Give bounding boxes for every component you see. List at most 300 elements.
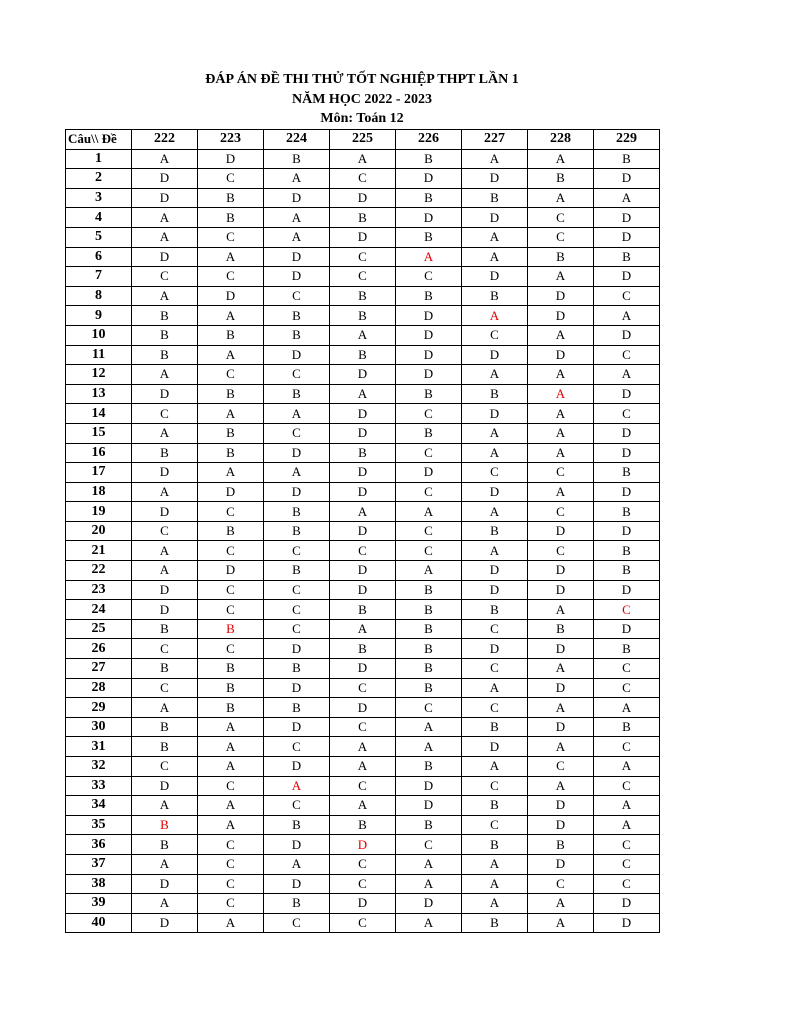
question-number: 4: [66, 208, 132, 228]
answer-cell: C: [330, 913, 396, 933]
answer-cell: A: [396, 854, 462, 874]
answer-cell: A: [528, 188, 594, 208]
answer-cell: B: [264, 521, 330, 541]
question-number: 26: [66, 639, 132, 659]
answer-cell: A: [198, 345, 264, 365]
answer-cell: C: [198, 541, 264, 561]
answer-cell: A: [330, 796, 396, 816]
question-number: 2: [66, 169, 132, 189]
question-number: 16: [66, 443, 132, 463]
header-block: [0, 70, 724, 128]
answer-cell: D: [132, 502, 198, 522]
question-number: 18: [66, 482, 132, 502]
answer-cell: C: [198, 835, 264, 855]
answer-cell: C: [396, 482, 462, 502]
question-number: 23: [66, 580, 132, 600]
table-row: [66, 384, 660, 404]
answer-cell: C: [462, 815, 528, 835]
answer-cell: C: [396, 698, 462, 718]
exam-code-header: 226: [396, 130, 462, 150]
answer-cell: C: [594, 776, 660, 796]
answer-cell: C: [396, 443, 462, 463]
header-row: [66, 130, 660, 150]
answer-cell: C: [132, 678, 198, 698]
answer-cell: A: [198, 404, 264, 424]
table-row: [66, 325, 660, 345]
answer-cell: B: [396, 423, 462, 443]
answer-cell: C: [528, 757, 594, 777]
answer-cell: A: [462, 894, 528, 914]
corner-header: Câu\\ Đề: [66, 130, 132, 150]
answer-cell: A: [594, 365, 660, 385]
question-number: 28: [66, 678, 132, 698]
answer-cell: C: [396, 541, 462, 561]
answer-cell: B: [396, 678, 462, 698]
answer-cell: D: [264, 874, 330, 894]
answer-cell: D: [528, 854, 594, 874]
answer-cell: A: [528, 894, 594, 914]
answer-cell: C: [264, 365, 330, 385]
answer-cell: B: [132, 619, 198, 639]
answer-cell: B: [462, 717, 528, 737]
answer-cell: B: [264, 698, 330, 718]
answer-cell: B: [396, 619, 462, 639]
answer-cell: B: [396, 757, 462, 777]
answer-cell: B: [198, 423, 264, 443]
answer-cell: A: [528, 776, 594, 796]
table-row: [66, 659, 660, 679]
answer-cell: A: [198, 306, 264, 326]
answer-cell: D: [462, 267, 528, 287]
answer-cell: D: [132, 169, 198, 189]
answer-cell: B: [264, 325, 330, 345]
table-row: [66, 561, 660, 581]
answer-cell: A: [528, 267, 594, 287]
answer-cell: B: [132, 835, 198, 855]
answer-cell: C: [396, 521, 462, 541]
answer-cell: D: [594, 267, 660, 287]
table-row: [66, 815, 660, 835]
table-row: [66, 737, 660, 757]
table-row: [66, 913, 660, 933]
answer-cell: B: [330, 815, 396, 835]
answer-cell: A: [264, 463, 330, 483]
answer-cell: C: [462, 659, 528, 679]
answer-cell: D: [462, 580, 528, 600]
question-number: 39: [66, 894, 132, 914]
answer-cell: B: [198, 678, 264, 698]
answer-cell: D: [594, 208, 660, 228]
answer-cell: C: [198, 580, 264, 600]
answer-cell: B: [396, 815, 462, 835]
answer-cell: A: [462, 541, 528, 561]
answer-body: [66, 149, 660, 933]
answer-cell: D: [528, 796, 594, 816]
question-number: 35: [66, 815, 132, 835]
answer-cell: C: [198, 227, 264, 247]
answer-cell: C: [594, 835, 660, 855]
answer-cell: D: [264, 835, 330, 855]
table-row: [66, 874, 660, 894]
answer-cell: B: [594, 561, 660, 581]
answer-cell: A: [132, 698, 198, 718]
answer-cell: B: [462, 286, 528, 306]
answer-cell: C: [264, 541, 330, 561]
answer-cell: A: [132, 208, 198, 228]
table-row: [66, 796, 660, 816]
answer-cell: A: [462, 854, 528, 874]
answer-cell: B: [396, 227, 462, 247]
table-row: [66, 404, 660, 424]
exam-code-header: 222: [132, 130, 198, 150]
answer-cell: D: [594, 423, 660, 443]
answer-cell: A: [396, 737, 462, 757]
answer-cell: D: [396, 306, 462, 326]
answer-cell: D: [330, 698, 396, 718]
answer-cell: B: [330, 639, 396, 659]
answer-cell: B: [264, 894, 330, 914]
answer-cell: B: [264, 561, 330, 581]
table-row: [66, 894, 660, 914]
answer-cell: A: [132, 149, 198, 169]
answer-cell: A: [528, 149, 594, 169]
answer-cell: C: [528, 874, 594, 894]
table-row: [66, 580, 660, 600]
question-number: 3: [66, 188, 132, 208]
answer-cell: A: [396, 874, 462, 894]
answer-cell: B: [264, 149, 330, 169]
answer-cell: D: [132, 188, 198, 208]
question-number: 24: [66, 600, 132, 620]
answer-cell: C: [528, 463, 594, 483]
answer-cell: A: [528, 365, 594, 385]
answer-cell: A: [330, 502, 396, 522]
answer-cell: B: [462, 796, 528, 816]
answer-cell: B: [594, 149, 660, 169]
answer-cell: C: [330, 267, 396, 287]
answer-cell: C: [330, 874, 396, 894]
question-number: 31: [66, 737, 132, 757]
table-row: [66, 502, 660, 522]
answer-cell: B: [264, 384, 330, 404]
answer-cell: B: [594, 502, 660, 522]
question-number: 38: [66, 874, 132, 894]
answer-cell: D: [132, 600, 198, 620]
answer-cell: C: [264, 619, 330, 639]
answer-cell: D: [462, 208, 528, 228]
answer-cell: A: [528, 600, 594, 620]
answer-cell: A: [132, 227, 198, 247]
answer-cell: D: [330, 423, 396, 443]
answer-cell: C: [264, 737, 330, 757]
answer-cell: C: [264, 286, 330, 306]
table-row: [66, 247, 660, 267]
answer-cell: B: [594, 717, 660, 737]
answer-cell: A: [528, 423, 594, 443]
answer-cell: C: [462, 463, 528, 483]
answer-cell-highlighted: C: [594, 600, 660, 620]
answer-cell: A: [462, 149, 528, 169]
answer-cell: C: [330, 541, 396, 561]
answer-cell: C: [528, 541, 594, 561]
answer-cell: C: [330, 678, 396, 698]
question-number: 22: [66, 561, 132, 581]
answer-cell: B: [396, 639, 462, 659]
answer-cell: B: [132, 325, 198, 345]
exam-code-header: 224: [264, 130, 330, 150]
answer-cell: A: [330, 619, 396, 639]
answer-cell: D: [264, 188, 330, 208]
exam-code-header: 223: [198, 130, 264, 150]
table-row: [66, 619, 660, 639]
table-row: [66, 757, 660, 777]
answer-cell: A: [132, 894, 198, 914]
answer-cell: A: [462, 227, 528, 247]
exam-code-header: 229: [594, 130, 660, 150]
question-number: 11: [66, 345, 132, 365]
table-row: [66, 835, 660, 855]
question-number: 37: [66, 854, 132, 874]
answer-cell: B: [132, 345, 198, 365]
answer-cell-highlighted: B: [132, 815, 198, 835]
answer-cell: B: [528, 247, 594, 267]
answer-cell: D: [330, 227, 396, 247]
answer-cell: B: [132, 717, 198, 737]
answer-cell: D: [396, 894, 462, 914]
answer-cell: B: [462, 835, 528, 855]
answer-cell: C: [198, 874, 264, 894]
answer-cell: D: [330, 894, 396, 914]
answer-cell: C: [462, 619, 528, 639]
answer-cell: B: [132, 443, 198, 463]
answer-cell: D: [198, 149, 264, 169]
answer-cell: A: [594, 306, 660, 326]
question-number: 40: [66, 913, 132, 933]
answer-cell: C: [594, 659, 660, 679]
question-number: 19: [66, 502, 132, 522]
answer-cell: B: [330, 286, 396, 306]
answer-cell: C: [330, 776, 396, 796]
answer-cell: C: [462, 698, 528, 718]
answer-cell: B: [330, 443, 396, 463]
answer-cell: D: [594, 913, 660, 933]
answer-cell: A: [528, 737, 594, 757]
answer-cell: D: [132, 776, 198, 796]
table-row: [66, 541, 660, 561]
table-row: [66, 149, 660, 169]
answer-cell: A: [198, 737, 264, 757]
table-row: [66, 169, 660, 189]
answer-cell: D: [396, 208, 462, 228]
answer-cell: A: [462, 423, 528, 443]
answer-cell: D: [528, 561, 594, 581]
answer-cell: C: [594, 286, 660, 306]
answer-cell: D: [396, 776, 462, 796]
table-row: [66, 345, 660, 365]
answer-cell: A: [264, 227, 330, 247]
answer-cell-highlighted: B: [198, 619, 264, 639]
answer-cell: B: [198, 325, 264, 345]
answer-cell: C: [528, 208, 594, 228]
answer-cell: D: [528, 521, 594, 541]
answer-cell: A: [132, 796, 198, 816]
answer-cell: B: [396, 600, 462, 620]
answer-cell: D: [462, 737, 528, 757]
answer-cell: C: [330, 854, 396, 874]
question-number: 32: [66, 757, 132, 777]
answer-cell: A: [330, 757, 396, 777]
table-row: [66, 306, 660, 326]
answer-cell: A: [462, 365, 528, 385]
answer-cell: B: [132, 306, 198, 326]
answer-cell: D: [594, 482, 660, 502]
answer-cell: D: [264, 678, 330, 698]
answer-cell: A: [528, 404, 594, 424]
answer-cell: D: [132, 384, 198, 404]
answer-cell: A: [198, 815, 264, 835]
exam-code-header: 228: [528, 130, 594, 150]
answer-cell: A: [264, 169, 330, 189]
exam-code-header: 225: [330, 130, 396, 150]
answer-cell: C: [198, 894, 264, 914]
answer-cell: C: [594, 737, 660, 757]
answer-cell: A: [132, 482, 198, 502]
answer-cell: A: [462, 757, 528, 777]
answer-cell: C: [198, 639, 264, 659]
answer-cell: A: [462, 502, 528, 522]
answer-cell: A: [330, 149, 396, 169]
answer-cell: C: [198, 600, 264, 620]
answer-cell: B: [396, 188, 462, 208]
question-number: 13: [66, 384, 132, 404]
table-row: [66, 365, 660, 385]
question-number: 36: [66, 835, 132, 855]
answer-cell: B: [264, 502, 330, 522]
answer-cell: A: [132, 854, 198, 874]
answer-cell: D: [198, 561, 264, 581]
answer-cell: D: [396, 796, 462, 816]
answer-cell: C: [462, 325, 528, 345]
question-number: 7: [66, 267, 132, 287]
answer-cell: C: [264, 600, 330, 620]
answer-cell: B: [462, 521, 528, 541]
table-row: [66, 717, 660, 737]
answer-cell: D: [528, 580, 594, 600]
answer-cell: C: [528, 502, 594, 522]
answer-cell: D: [330, 521, 396, 541]
answer-cell: D: [330, 561, 396, 581]
answer-cell: A: [462, 678, 528, 698]
answer-cell: D: [462, 561, 528, 581]
answer-cell: A: [462, 443, 528, 463]
table-row: [66, 188, 660, 208]
answer-cell: B: [330, 600, 396, 620]
answer-cell: D: [264, 482, 330, 502]
answer-cell: B: [198, 188, 264, 208]
answer-cell: B: [528, 169, 594, 189]
answer-cell: A: [264, 854, 330, 874]
answer-cell: B: [330, 306, 396, 326]
question-number: 34: [66, 796, 132, 816]
answer-cell: D: [594, 894, 660, 914]
answer-cell-highlighted: A: [396, 247, 462, 267]
question-number: 20: [66, 521, 132, 541]
title-line-2: NĂM HỌC 2022 - 2023: [292, 92, 432, 107]
answer-cell: C: [330, 169, 396, 189]
answer-cell: D: [330, 365, 396, 385]
answer-cell: C: [594, 854, 660, 874]
answer-cell: B: [198, 698, 264, 718]
answer-cell: A: [396, 913, 462, 933]
answer-cell: D: [264, 639, 330, 659]
answer-cell: B: [462, 913, 528, 933]
answer-cell: A: [528, 482, 594, 502]
answer-cell: A: [330, 384, 396, 404]
answer-cell: A: [132, 365, 198, 385]
answer-cell: D: [330, 188, 396, 208]
answer-cell: A: [132, 286, 198, 306]
answer-cell: D: [462, 169, 528, 189]
answer-cell: A: [198, 247, 264, 267]
answer-cell: D: [594, 325, 660, 345]
answer-cell: D: [330, 482, 396, 502]
answer-cell: A: [528, 913, 594, 933]
question-number: 9: [66, 306, 132, 326]
answer-cell: D: [330, 463, 396, 483]
answer-cell: D: [264, 717, 330, 737]
answer-cell: A: [396, 561, 462, 581]
answer-cell-highlighted: A: [462, 306, 528, 326]
answer-cell: D: [396, 463, 462, 483]
answer-cell: D: [264, 757, 330, 777]
answer-cell: D: [330, 404, 396, 424]
answer-cell: C: [198, 267, 264, 287]
answer-cell: B: [396, 384, 462, 404]
answer-cell: A: [264, 208, 330, 228]
answer-cell: A: [132, 423, 198, 443]
answer-cell: B: [396, 286, 462, 306]
answer-cell: A: [132, 541, 198, 561]
answer-cell: B: [462, 384, 528, 404]
answer-cell-highlighted: D: [330, 835, 396, 855]
answer-cell: C: [462, 776, 528, 796]
answer-cell: B: [264, 815, 330, 835]
question-number: 12: [66, 365, 132, 385]
answer-cell: D: [462, 639, 528, 659]
table-row: [66, 600, 660, 620]
answer-cell: C: [396, 404, 462, 424]
answer-cell: D: [132, 874, 198, 894]
table-row: [66, 854, 660, 874]
answer-cell: A: [132, 561, 198, 581]
question-number: 33: [66, 776, 132, 796]
answer-cell: D: [198, 286, 264, 306]
table-row: [66, 286, 660, 306]
table-row: [66, 521, 660, 541]
answer-cell: B: [330, 345, 396, 365]
answer-cell: D: [132, 913, 198, 933]
answer-cell: D: [264, 267, 330, 287]
answer-cell: D: [396, 325, 462, 345]
answer-cell-highlighted: A: [264, 776, 330, 796]
question-number: 1: [66, 149, 132, 169]
answer-cell: C: [396, 835, 462, 855]
answer-cell: D: [132, 580, 198, 600]
title-line-3: Môn: Toán 12: [320, 111, 404, 126]
answer-cell: D: [132, 247, 198, 267]
answer-cell: A: [528, 325, 594, 345]
answer-cell: B: [594, 463, 660, 483]
